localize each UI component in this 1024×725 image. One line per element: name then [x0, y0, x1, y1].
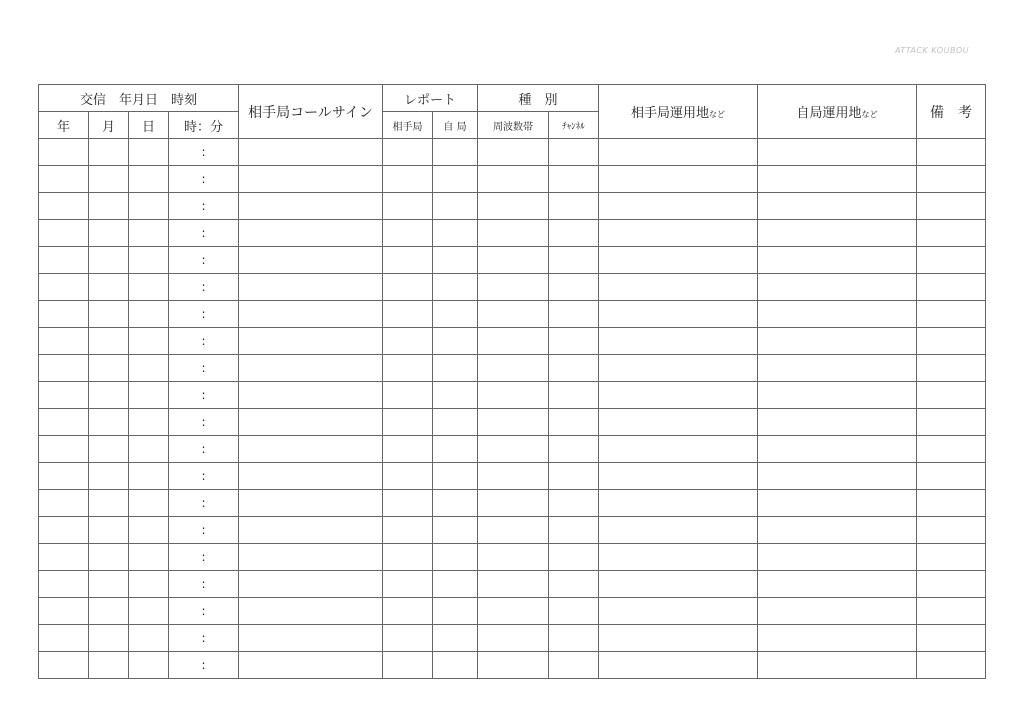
- cell-report-mine[interactable]: [433, 652, 478, 679]
- cell-remarks[interactable]: [917, 139, 986, 166]
- cell-channel[interactable]: [549, 625, 599, 652]
- cell-day[interactable]: [129, 328, 169, 355]
- cell-remarks[interactable]: [917, 247, 986, 274]
- table-row: [39, 139, 986, 166]
- cell-their-location[interactable]: [599, 355, 758, 382]
- cell-their-location[interactable]: [599, 274, 758, 301]
- cell-callsign[interactable]: [239, 382, 383, 409]
- cell-channel[interactable]: [549, 328, 599, 355]
- cell-callsign[interactable]: [239, 625, 383, 652]
- cell-year[interactable]: [39, 571, 89, 598]
- cell-report-their[interactable]: [383, 544, 433, 571]
- header-my-location: [758, 85, 917, 139]
- cell-channel[interactable]: [549, 571, 599, 598]
- cell-month[interactable]: [89, 571, 129, 598]
- cell-channel[interactable]: [549, 652, 599, 679]
- cell-my-location[interactable]: [758, 436, 917, 463]
- cell-channel[interactable]: [549, 166, 599, 193]
- cell-time[interactable]: :: [169, 274, 239, 301]
- cell-my-location[interactable]: [758, 166, 917, 193]
- table-row: [39, 409, 986, 436]
- cell-month[interactable]: [89, 166, 129, 193]
- cell-year[interactable]: [39, 220, 89, 247]
- cell-report-their[interactable]: [383, 436, 433, 463]
- cell-time[interactable]: :: [169, 193, 239, 220]
- cell-callsign[interactable]: [239, 409, 383, 436]
- cell-year[interactable]: [39, 598, 89, 625]
- table-row: [39, 544, 986, 571]
- cell-callsign[interactable]: [239, 139, 383, 166]
- cell-time[interactable]: :: [169, 490, 239, 517]
- cell-report-mine[interactable]: [433, 571, 478, 598]
- header-my-location-label: 自局運用地: [796, 106, 862, 121]
- cell-my-location[interactable]: [758, 625, 917, 652]
- header-report-mine: 自 局: [433, 112, 478, 139]
- cell-report-their[interactable]: [383, 301, 433, 328]
- cell-month[interactable]: [89, 328, 129, 355]
- cell-month[interactable]: [89, 382, 129, 409]
- cell-channel[interactable]: [549, 598, 599, 625]
- cell-report-their[interactable]: [383, 463, 433, 490]
- cell-report-their[interactable]: [383, 247, 433, 274]
- header-month: 月: [89, 112, 129, 139]
- cell-year[interactable]: [39, 328, 89, 355]
- header-report-their: 相手局: [383, 112, 433, 139]
- log-body: [39, 139, 986, 679]
- table-row: [39, 220, 986, 247]
- cell-remarks[interactable]: [917, 409, 986, 436]
- cell-report-their[interactable]: [383, 652, 433, 679]
- cell-day[interactable]: [129, 409, 169, 436]
- cell-month[interactable]: [89, 652, 129, 679]
- header-datetime-group: 交信 年月日 時刻: [39, 85, 239, 112]
- cell-my-location[interactable]: [758, 652, 917, 679]
- cell-report-their[interactable]: [383, 139, 433, 166]
- cell-remarks[interactable]: [917, 571, 986, 598]
- cell-year[interactable]: [39, 274, 89, 301]
- cell-time[interactable]: :: [169, 166, 239, 193]
- cell-month[interactable]: [89, 247, 129, 274]
- cell-month[interactable]: [89, 463, 129, 490]
- cell-time[interactable]: :: [169, 220, 239, 247]
- cell-channel[interactable]: [549, 301, 599, 328]
- cell-report-mine[interactable]: [433, 625, 478, 652]
- cell-their-location[interactable]: [599, 409, 758, 436]
- header-time: 時：分: [169, 112, 239, 139]
- cell-year[interactable]: [39, 436, 89, 463]
- cell-callsign[interactable]: [239, 328, 383, 355]
- cell-month[interactable]: [89, 490, 129, 517]
- cell-report-mine[interactable]: [433, 544, 478, 571]
- cell-remarks[interactable]: [917, 598, 986, 625]
- cell-time[interactable]: :: [169, 355, 239, 382]
- cell-callsign[interactable]: [239, 517, 383, 544]
- cell-report-their[interactable]: [383, 490, 433, 517]
- cell-band[interactable]: [478, 166, 549, 193]
- cell-their-location[interactable]: [599, 139, 758, 166]
- cell-band[interactable]: [478, 247, 549, 274]
- cell-day[interactable]: [129, 490, 169, 517]
- cell-callsign[interactable]: [239, 274, 383, 301]
- cell-report-their[interactable]: [383, 355, 433, 382]
- cell-time[interactable]: :: [169, 625, 239, 652]
- cell-band[interactable]: [478, 598, 549, 625]
- cell-year[interactable]: [39, 517, 89, 544]
- cell-report-their[interactable]: [383, 328, 433, 355]
- cell-band[interactable]: [478, 625, 549, 652]
- cell-remarks[interactable]: [917, 220, 986, 247]
- cell-report-mine[interactable]: [433, 193, 478, 220]
- cell-year[interactable]: [39, 166, 89, 193]
- cell-band[interactable]: [478, 220, 549, 247]
- cell-callsign[interactable]: [239, 544, 383, 571]
- cell-their-location[interactable]: [599, 517, 758, 544]
- cell-their-location[interactable]: [599, 382, 758, 409]
- cell-report-their[interactable]: [383, 625, 433, 652]
- cell-band[interactable]: [478, 517, 549, 544]
- cell-band[interactable]: [478, 274, 549, 301]
- cell-year[interactable]: [39, 301, 89, 328]
- cell-callsign[interactable]: [239, 193, 383, 220]
- cell-band[interactable]: [478, 409, 549, 436]
- header-day: 日: [129, 112, 169, 139]
- table-row: [39, 625, 986, 652]
- cell-band[interactable]: [478, 328, 549, 355]
- cell-day[interactable]: [129, 652, 169, 679]
- cell-report-mine[interactable]: [433, 463, 478, 490]
- cell-my-location[interactable]: [758, 247, 917, 274]
- cell-my-location[interactable]: [758, 193, 917, 220]
- cell-report-their[interactable]: [383, 220, 433, 247]
- cell-band[interactable]: [478, 382, 549, 409]
- cell-report-their[interactable]: [383, 517, 433, 544]
- table-row: [39, 598, 986, 625]
- cell-callsign[interactable]: [239, 490, 383, 517]
- cell-their-location[interactable]: [599, 301, 758, 328]
- header-their-location-label: 相手局運用地: [631, 106, 710, 121]
- cell-time[interactable]: :: [169, 598, 239, 625]
- cell-time[interactable]: :: [169, 247, 239, 274]
- cell-year[interactable]: [39, 409, 89, 436]
- cell-channel[interactable]: [549, 247, 599, 274]
- cell-report-mine[interactable]: [433, 247, 478, 274]
- table-row: [39, 571, 986, 598]
- table-row: [39, 436, 986, 463]
- cell-year[interactable]: [39, 544, 89, 571]
- cell-callsign[interactable]: [239, 301, 383, 328]
- cell-my-location[interactable]: [758, 274, 917, 301]
- cell-remarks[interactable]: [917, 193, 986, 220]
- cell-band[interactable]: [478, 436, 549, 463]
- cell-report-their[interactable]: [383, 571, 433, 598]
- cell-report-their[interactable]: [383, 193, 433, 220]
- table-row: [39, 301, 986, 328]
- cell-their-location[interactable]: [599, 571, 758, 598]
- cell-report-mine[interactable]: [433, 301, 478, 328]
- watermark-text: ATTACK KOUBOU: [895, 46, 970, 55]
- cell-channel[interactable]: [549, 490, 599, 517]
- cell-their-location[interactable]: [599, 328, 758, 355]
- cell-month[interactable]: [89, 436, 129, 463]
- cell-day[interactable]: [129, 598, 169, 625]
- cell-month[interactable]: [89, 274, 129, 301]
- cell-their-location[interactable]: [599, 490, 758, 517]
- cell-report-their[interactable]: [383, 598, 433, 625]
- cell-year[interactable]: [39, 625, 89, 652]
- cell-my-location[interactable]: [758, 544, 917, 571]
- cell-report-mine[interactable]: [433, 220, 478, 247]
- cell-day[interactable]: [129, 436, 169, 463]
- cell-remarks[interactable]: [917, 463, 986, 490]
- cell-report-mine[interactable]: [433, 490, 478, 517]
- header-year: 年: [39, 112, 89, 139]
- cell-report-mine[interactable]: [433, 139, 478, 166]
- cell-callsign[interactable]: [239, 436, 383, 463]
- cell-report-mine[interactable]: [433, 328, 478, 355]
- cell-report-mine[interactable]: [433, 166, 478, 193]
- cell-report-mine[interactable]: [433, 436, 478, 463]
- cell-their-location[interactable]: [599, 598, 758, 625]
- cell-day[interactable]: [129, 463, 169, 490]
- cell-their-location[interactable]: [599, 544, 758, 571]
- header-their-location-suffix: など: [709, 110, 726, 119]
- cell-day[interactable]: [129, 247, 169, 274]
- cell-band[interactable]: [478, 301, 549, 328]
- cell-month[interactable]: [89, 598, 129, 625]
- table-row: [39, 490, 986, 517]
- cell-month[interactable]: [89, 193, 129, 220]
- cell-remarks[interactable]: [917, 166, 986, 193]
- cell-my-location[interactable]: [758, 409, 917, 436]
- cell-remarks[interactable]: [917, 355, 986, 382]
- cell-their-location[interactable]: [599, 247, 758, 274]
- cell-remarks[interactable]: [917, 274, 986, 301]
- cell-time[interactable]: :: [169, 382, 239, 409]
- cell-band[interactable]: [478, 544, 549, 571]
- cell-time[interactable]: :: [169, 571, 239, 598]
- cell-band[interactable]: [478, 652, 549, 679]
- cell-band[interactable]: [478, 463, 549, 490]
- cell-report-mine[interactable]: [433, 274, 478, 301]
- cell-report-mine[interactable]: [433, 598, 478, 625]
- cell-my-location[interactable]: [758, 139, 917, 166]
- cell-channel[interactable]: [549, 544, 599, 571]
- cell-remarks[interactable]: [917, 652, 986, 679]
- cell-time[interactable]: :: [169, 436, 239, 463]
- cell-my-location[interactable]: [758, 598, 917, 625]
- cell-report-their[interactable]: [383, 166, 433, 193]
- table-row: [39, 328, 986, 355]
- cell-callsign[interactable]: [239, 355, 383, 382]
- cell-my-location[interactable]: [758, 220, 917, 247]
- header-their-location: [599, 85, 758, 139]
- cell-callsign[interactable]: [239, 598, 383, 625]
- cell-band[interactable]: [478, 139, 549, 166]
- header-my-location-suffix: など: [861, 110, 878, 119]
- cell-their-location[interactable]: [599, 193, 758, 220]
- cell-their-location[interactable]: [599, 652, 758, 679]
- cell-day[interactable]: [129, 517, 169, 544]
- cell-callsign[interactable]: [239, 463, 383, 490]
- cell-my-location[interactable]: [758, 328, 917, 355]
- cell-year[interactable]: [39, 247, 89, 274]
- cell-channel[interactable]: [549, 463, 599, 490]
- cell-channel[interactable]: [549, 274, 599, 301]
- cell-their-location[interactable]: [599, 463, 758, 490]
- cell-my-location[interactable]: [758, 463, 917, 490]
- table-row: [39, 463, 986, 490]
- table-row: [39, 382, 986, 409]
- cell-day[interactable]: [129, 571, 169, 598]
- cell-my-location[interactable]: [758, 382, 917, 409]
- cell-callsign[interactable]: [239, 220, 383, 247]
- cell-report-mine[interactable]: [433, 409, 478, 436]
- cell-channel[interactable]: [549, 220, 599, 247]
- table-row: [39, 193, 986, 220]
- cell-day[interactable]: [129, 166, 169, 193]
- table-row: [39, 274, 986, 301]
- cell-their-location[interactable]: [599, 436, 758, 463]
- cell-year[interactable]: [39, 382, 89, 409]
- cell-year[interactable]: [39, 463, 89, 490]
- header-report-group: レポート: [383, 85, 478, 112]
- cell-day[interactable]: [129, 301, 169, 328]
- cell-month[interactable]: [89, 409, 129, 436]
- header-callsign: 相手局コールサイン: [239, 85, 383, 139]
- cell-channel[interactable]: [549, 193, 599, 220]
- cell-time[interactable]: :: [169, 517, 239, 544]
- cell-channel[interactable]: [549, 409, 599, 436]
- cell-time[interactable]: :: [169, 301, 239, 328]
- cell-month[interactable]: [89, 139, 129, 166]
- cell-day[interactable]: [129, 544, 169, 571]
- cell-report-mine[interactable]: [433, 355, 478, 382]
- cell-my-location[interactable]: [758, 301, 917, 328]
- cell-time[interactable]: :: [169, 463, 239, 490]
- cell-band[interactable]: [478, 193, 549, 220]
- cell-callsign[interactable]: [239, 166, 383, 193]
- cell-their-location[interactable]: [599, 220, 758, 247]
- cell-report-their[interactable]: [383, 409, 433, 436]
- table-row: [39, 355, 986, 382]
- cell-report-mine[interactable]: [433, 382, 478, 409]
- cell-time[interactable]: :: [169, 652, 239, 679]
- cell-their-location[interactable]: [599, 625, 758, 652]
- cell-year[interactable]: [39, 652, 89, 679]
- cell-year[interactable]: [39, 355, 89, 382]
- cell-channel[interactable]: [549, 436, 599, 463]
- header-remarks: 備 考: [917, 85, 986, 139]
- cell-remarks[interactable]: [917, 544, 986, 571]
- cell-band[interactable]: [478, 571, 549, 598]
- cell-my-location[interactable]: [758, 517, 917, 544]
- cell-day[interactable]: [129, 625, 169, 652]
- cell-month[interactable]: [89, 517, 129, 544]
- cell-remarks[interactable]: [917, 436, 986, 463]
- cell-day[interactable]: [129, 220, 169, 247]
- cell-channel[interactable]: [549, 355, 599, 382]
- cell-their-location[interactable]: [599, 166, 758, 193]
- cell-remarks[interactable]: [917, 517, 986, 544]
- header-type-group: 種 別: [478, 85, 599, 112]
- cell-time[interactable]: :: [169, 139, 239, 166]
- cell-my-location[interactable]: [758, 355, 917, 382]
- table-row: [39, 652, 986, 679]
- cell-month[interactable]: [89, 355, 129, 382]
- cell-year[interactable]: [39, 193, 89, 220]
- cell-remarks[interactable]: [917, 490, 986, 517]
- cell-month[interactable]: [89, 220, 129, 247]
- cell-band[interactable]: [478, 355, 549, 382]
- cell-time[interactable]: :: [169, 544, 239, 571]
- cell-day[interactable]: [129, 139, 169, 166]
- cell-report-their[interactable]: [383, 274, 433, 301]
- qso-log-table: [38, 84, 986, 679]
- cell-callsign[interactable]: [239, 652, 383, 679]
- cell-month[interactable]: [89, 544, 129, 571]
- cell-day[interactable]: [129, 355, 169, 382]
- header-channel: ﾁｬﾝﾈﾙ: [549, 112, 599, 139]
- cell-remarks[interactable]: [917, 301, 986, 328]
- cell-time[interactable]: :: [169, 409, 239, 436]
- cell-remarks[interactable]: [917, 625, 986, 652]
- cell-day[interactable]: [129, 193, 169, 220]
- cell-year[interactable]: [39, 490, 89, 517]
- table-row: [39, 517, 986, 544]
- cell-callsign[interactable]: [239, 247, 383, 274]
- table-row: [39, 166, 986, 193]
- cell-month[interactable]: [89, 301, 129, 328]
- cell-time[interactable]: :: [169, 328, 239, 355]
- header-band: 周波数帯: [478, 112, 549, 139]
- cell-remarks[interactable]: [917, 382, 986, 409]
- cell-channel[interactable]: [549, 139, 599, 166]
- cell-channel[interactable]: [549, 517, 599, 544]
- cell-year[interactable]: [39, 139, 89, 166]
- cell-day[interactable]: [129, 274, 169, 301]
- cell-report-mine[interactable]: [433, 517, 478, 544]
- cell-report-their[interactable]: [383, 382, 433, 409]
- cell-callsign[interactable]: [239, 571, 383, 598]
- cell-my-location[interactable]: [758, 490, 917, 517]
- cell-remarks[interactable]: [917, 328, 986, 355]
- cell-band[interactable]: [478, 490, 549, 517]
- cell-day[interactable]: [129, 382, 169, 409]
- cell-month[interactable]: [89, 625, 129, 652]
- table-row: [39, 247, 986, 274]
- cell-my-location[interactable]: [758, 571, 917, 598]
- cell-channel[interactable]: [549, 382, 599, 409]
